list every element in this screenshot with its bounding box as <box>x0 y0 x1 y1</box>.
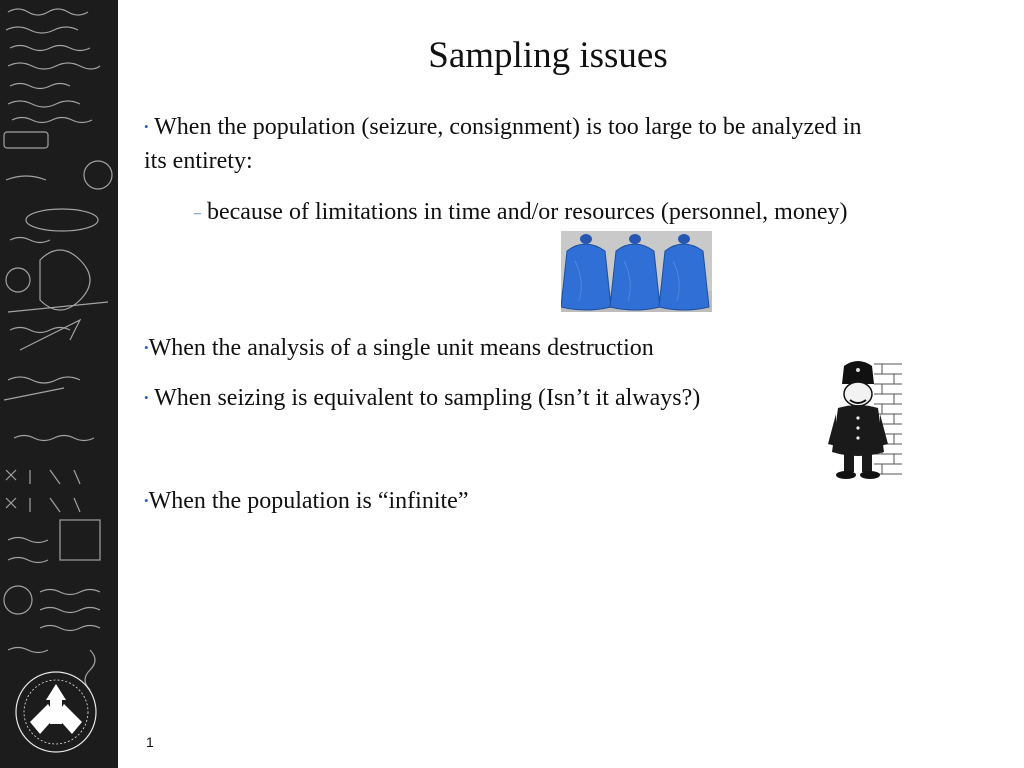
bullet-text: When seizing is equivalent to sampling (Isn’t it always?) <box>154 385 701 411</box>
bullet-marker: • <box>144 390 149 405</box>
bullet-text: When the population (seizure, consignment) is too large to be analyzed in its entirety: <box>144 114 862 174</box>
chalk-doodles <box>0 0 118 768</box>
bullet-item <box>144 331 864 365</box>
slide-title: Sampling issues <box>428 35 668 76</box>
bullet-marker: • <box>144 119 149 134</box>
sub-bullet-item <box>194 195 894 231</box>
sub-bullet-text: because of limitations in time and/or resources (personnel, money) <box>207 199 848 225</box>
dash-marker: – <box>194 206 201 221</box>
bullet-marker: • <box>144 340 149 355</box>
bullet-text: When the analysis of a single unit means destruction <box>148 335 654 361</box>
bullet-text: When the population is “infinite” <box>148 488 469 514</box>
chalkboard-strip <box>0 0 118 768</box>
university-logo <box>16 672 96 752</box>
blue-bags-image <box>561 231 712 312</box>
bags-illustration <box>561 231 712 312</box>
bullet-item <box>144 110 864 178</box>
policeman-image <box>826 360 902 482</box>
bullet-item <box>144 484 864 518</box>
bullet-marker: • <box>144 493 149 508</box>
policeman-illustration <box>826 360 902 482</box>
bullet-item <box>144 381 864 415</box>
page-number: 1 <box>146 734 154 750</box>
